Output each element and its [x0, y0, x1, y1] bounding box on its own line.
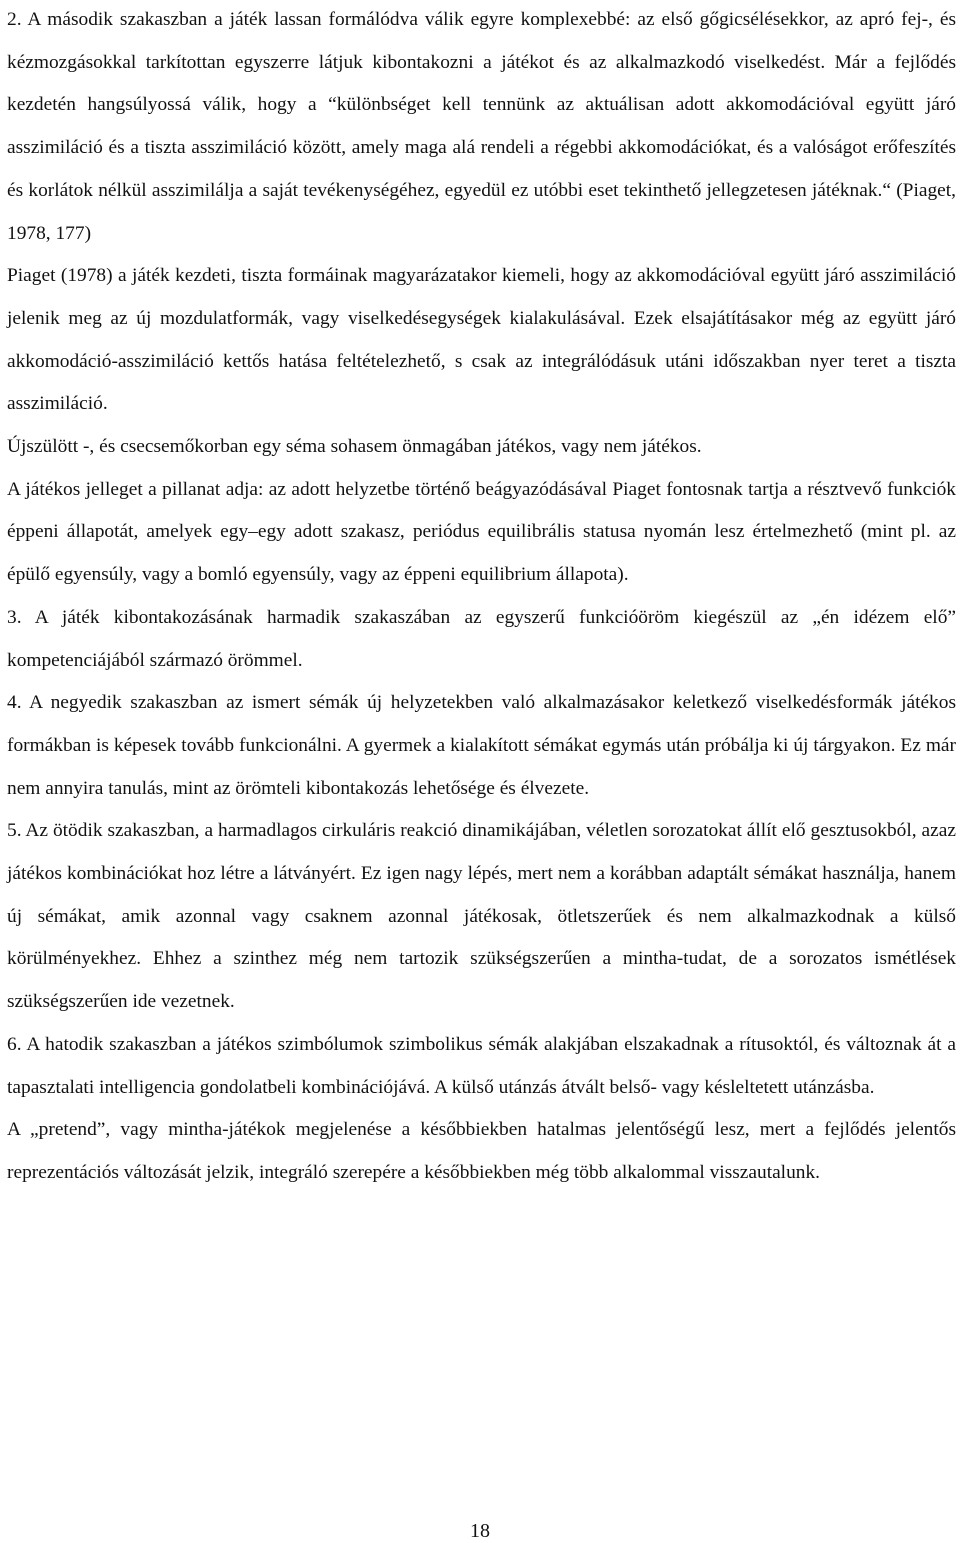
paragraph-playful-character: A játékos jelleget a pillanat adja: az adott helyzetbe történő beágyazódásával Piaget fontosnak tartja a résztvevő funkciók éppeni állapotát, amelyek egy–egy adott szakasz, periódus equilibrális statusa nyomán lesz értelmezhető (mint pl. az épülő egyensúly, vagy a bomló egyensúly, vagy az éppeni equilibrium állapota).: [7, 478, 956, 586]
paragraph-piaget-1978: Piaget (1978) a játék kezdeti, tiszta formáinak magyarázatakor kiemeli, hogy az akkomodációval együtt járó asszimiláció jelenik meg az új mozdulatformák, vagy viselkedésegységek kialakulásával. Ezek elsajátításakor még az együtt járó akkomodáció-asszimiláció kettős hatása feltételezhető, s csak az integrálódásuk utáni időszakban nyer teret a tiszta asszimiláció.: [7, 265, 956, 415]
paragraph-fourth-stage: 4. A negyedik szakaszban az ismert sémák új helyzetekben való alkalmazásakor keletkező viselkedésformák játékos formákban is képesek tovább funkcionálni. A gyermek a kialakított sémákat egymás után próbálja ki új tárgyakon. Ez már nem annyira tanulás, mint az örömteli kibontakozás lehetősége és élvezete.: [7, 692, 956, 799]
paragraph-newborn-schema: Újszülött -, és csecsemőkorban egy séma sohasem önmagában játékos, vagy nem játékos.: [7, 436, 702, 458]
page-number: 18: [470, 1520, 490, 1542]
paragraph-second-stage: 2. A második szakaszban a játék lassan formálódva válik egyre komplexebbé: az első gőgicsélésekkor, az apró fej-, és kézmozgásokkal tarkítottan egyszerre látjuk kibontakozni a játékot és az alkalmazkodó viselkedést. Már a fejlődés kezdetén hangsúlyossá válik, hogy a “különbséget kell tennünk az aktuálisan adott akkomodációval együtt járó asszimiláció és a tiszta asszimiláció között, amely maga alá rendeli a régebbi akkomodációkat, és a valóságot erőfeszítés és korlátok nélkül asszimilálja a saját tevékenységéhez, egyedül ez utóbbi eset tekinthető jellegzetesen játéknak.“ (Piaget, 1978, 177): [7, 9, 956, 244]
paragraph-sixth-stage: 6. A hatodik szakaszban a játékos szimbólumok szimbolikus sémák alakjában elszakadnak a rítusoktól, és változnak át a tapasztalati intelligencia gondolatbeli kombinációjává. A külső utánzás átvált belső- vagy késleltetett utánzásba.: [7, 1033, 956, 1098]
paragraph-pretend-play: A „pretend”, vagy mintha-játékok megjelenése a későbbiekben hatalmas jelentőségű lesz, mert a fejlődés jelentős reprezentációs változását jelzik, integráló szerepére a későbbiekben még több alkalommal visszautalunk.: [7, 1119, 956, 1183]
paragraph-fifth-stage: 5. Az ötödik szakaszban, a harmadlagos cirkuláris reakció dinamikájában, véletlen sorozatokat állít elő gesztusokból, azaz játékos kombinációkat hoz létre a látványért. Ez igen nagy lépés, mert nem a korábban adaptált sémákat használja, hanem új sémákat, amik azonnal vagy csaknem azonnal játékosak, ötletszerűek és nem alkalmazkodnak a külső körülményekhez. Ehhez a szinthez még nem tartozik szükségszerűen a mintha-tudat, de a sorozatos ismétlések szükségszerűen ide vezetnek.: [7, 820, 956, 1013]
document-page: [7, 0, 956, 1195]
paragraph-third-stage: 3. A játék kibontakozásának harmadik szakaszában az egyszerű funkcióöröm kiegészül az „én idézem elő” kompetenciájából származó örömmel.: [7, 606, 956, 671]
